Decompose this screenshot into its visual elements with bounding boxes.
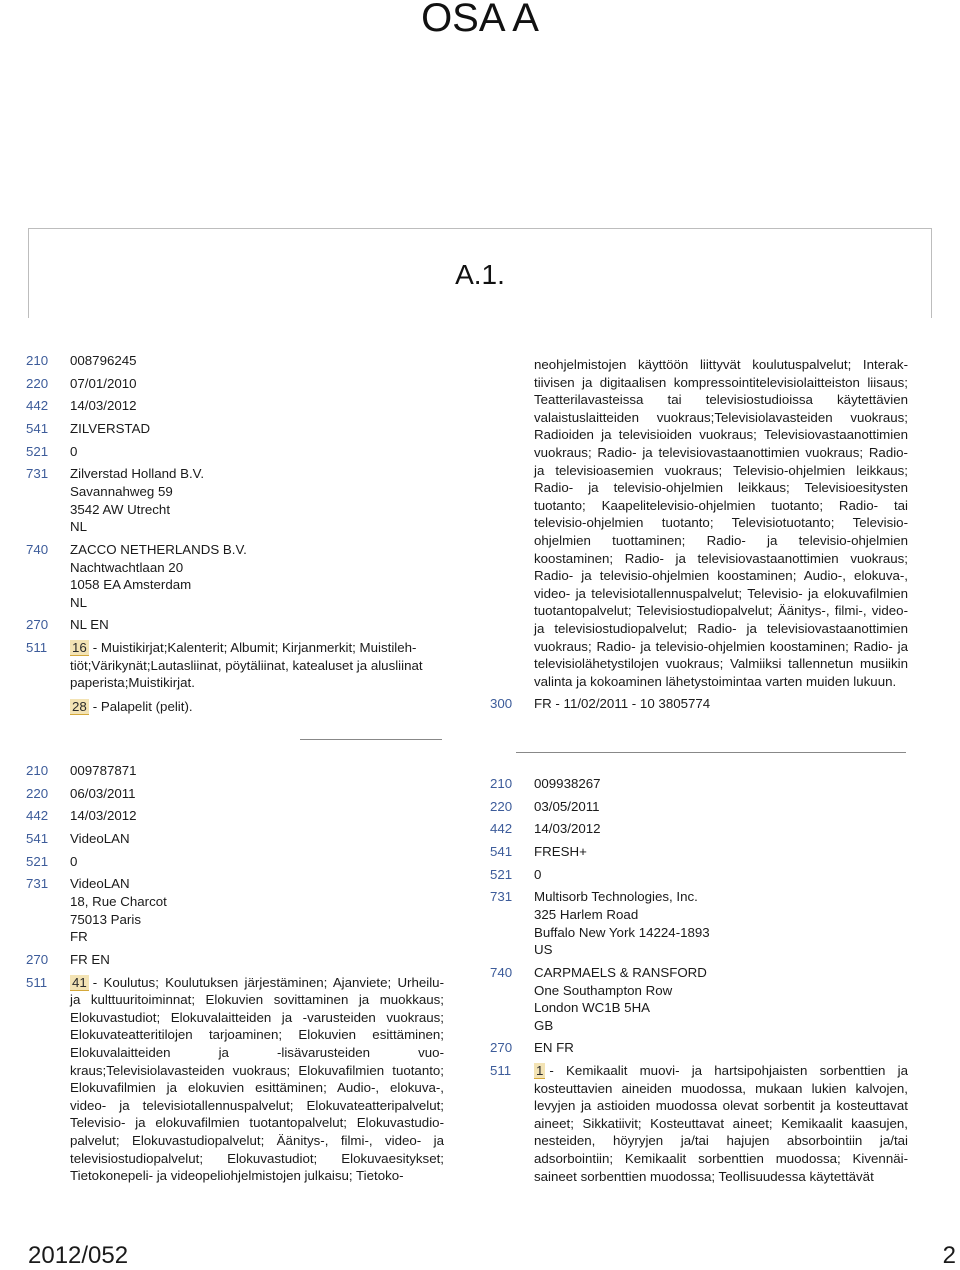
field-code: 270 <box>26 951 49 967</box>
field-value: Multisorb Technologies, Inc. 325 Harlem Road Buffalo New York 14224-1893 US <box>534 889 710 958</box>
field-value: ZACCO NETHERLANDS B.V. Nachtwachtlaan 20 1058 EA Amsterdam NL <box>70 541 247 610</box>
field-languages <box>26 951 444 969</box>
field-filing-date <box>26 375 444 393</box>
entry-divider <box>516 752 906 753</box>
field-code: 270 <box>490 1040 513 1056</box>
field-value: 07/01/2010 <box>70 375 137 391</box>
entry-divider <box>300 739 442 740</box>
field-code: 210 <box>490 776 513 791</box>
field-value: 0 <box>70 853 78 869</box>
field-code: 442 <box>490 821 513 837</box>
field-value: EN FR <box>534 1040 574 1056</box>
class-number-badge: 16 <box>72 640 87 656</box>
field-code: 270 <box>26 617 49 633</box>
field-value: 14/03/2012 <box>70 808 137 824</box>
field-value: CARPMAELS & RANSFORD One Southampton Row London WC1B 5HA GB <box>534 964 707 1033</box>
class-description: - Palapelit (pelit). <box>92 698 193 714</box>
field-value: 14/03/2012 <box>70 398 137 414</box>
field-languages <box>26 616 444 634</box>
field-mark-type <box>26 853 444 871</box>
field-mark-type <box>26 443 444 461</box>
field-code: 210 <box>26 763 49 778</box>
section-heading-box <box>28 228 932 318</box>
field-mark <box>490 843 908 861</box>
field-code: 220 <box>26 375 49 391</box>
class-description: - Kemikaalit muovi- ja hartsipohjaisten sorbenttien ja kosteuttavien aineiden muodossa, mukaan lukien kalvojen, levyjen ja astioiden muodossa olevat sorbentit ja kosteuttavat aineet; Sikkatiivit; Kosteuttavat aineet; Kemikaalit kaasujen, nesteiden, höyryjen ja/tai hajujen absorbointiin ja/tai adsorbointiin; Kemikaalit sorbenttien muodossa; Kivennäisaineet sorbenttien muodossa; Teollisuudessa käytettävät <box>534 1063 908 1184</box>
field-priority <box>490 695 908 713</box>
field-code: 731 <box>26 466 49 482</box>
field-code: 541 <box>26 831 49 847</box>
field-value: 009938267 <box>534 776 601 791</box>
field-code: 442 <box>26 398 49 414</box>
class-description: - Koulutus; Koulutuksen järjestäminen; Ajanviete; Urheilu- ja kulttuuritoiminnat; Elokuvien sovittaminen ja muokkaus; Elokuvastudiot; Elokuvalaitteiden ja -varusteiden vuokraus; Elokuvateatteritilojen tarjoaminen; Elokuvien esittäminen; Elokuvalaitteiden ja -lisävarusteiden vuokraus;Televisiolavasteiden vuokraus; Elokuvafilmien tuotanto; Elokuvafilmien ja elokuvien esittäminen; Audio-, elokuva-, video- ja televisiotallennuspalvelut; Elokuvateatteripalvelut; Televisio- ja elokuvafilmien tuotantopalvelut; Elokuvastudiopalvelut; Elokuvastudiopalvelut; Äänitys-, filmi-, video- ja televisiostudiopalvelut; Elokuvastudiot; Elokuvaesitykset; Tietokonepeli- ja videopeliohjelmistojen julkaisu; Tietoko- <box>70 974 444 1184</box>
field-code: 740 <box>490 964 513 980</box>
field-value: FR EN <box>70 951 110 967</box>
field-code: 220 <box>490 798 513 814</box>
class-item <box>70 974 444 1185</box>
field-value: Zilverstad Holland B.V. Savannahweg 59 3542 AW Utrecht NL <box>70 466 205 535</box>
field-value: 03/05/2011 <box>534 798 600 814</box>
class-item <box>70 698 444 716</box>
field-value: 0 <box>534 866 542 882</box>
field-value: 008796245 <box>70 353 137 368</box>
field-code: 541 <box>26 421 49 437</box>
field-mark <box>26 420 444 438</box>
trademark-entry-continuation <box>490 356 908 718</box>
section-label: A.1. <box>455 259 505 290</box>
class-number-badge: 28 <box>72 698 87 714</box>
field-value: 14/03/2012 <box>534 821 601 837</box>
field-classes <box>26 974 444 1185</box>
field-value: 009787871 <box>70 763 137 778</box>
field-value: 06/03/2011 <box>70 785 136 801</box>
field-classes <box>26 639 444 715</box>
field-publication-date <box>26 807 444 825</box>
field-code: 511 <box>26 974 48 990</box>
field-mark <box>26 830 444 848</box>
field-code: 511 <box>26 640 48 656</box>
field-code: 210 <box>26 353 49 368</box>
field-code: 731 <box>26 876 49 892</box>
class-number-badge: 41 <box>72 974 87 990</box>
field-application-number <box>490 775 908 793</box>
field-representative <box>490 964 908 1034</box>
classes-continuation-text: neohjelmistojen käyttöön liittyvät koulutuspalvelut; Interaktiivisen ja digitaalisen kompressointitelevisiolaitteiston liisaus; Teatterilavasteissa tai televisiostudioissa käytettävien valaistuslaitteiden vuokraus;Televisiolavasteiden vuokraus; Radioiden ja televisioiden vuokraus; Televisiovastaanottimien vuokraus; Radio- ja televisiovastaanottimien vuokraus; Radio- ja televisioasemien vuokraus; Televisio-ohjelmien leikkaus; Radio- ja televisio-ohjelmien leikkaus; Televisioesitysten tuotanto; Kaapelitelevisio-ohjelmien tuotanto; Radio- tai televisio-ohjelmien tuotanto; Televisiotuotanto; Televisio-ohjelmien tuottaminen; Radio- ja televisio-ohjelmien koostaminen; Radio- ja televisiovastaanottimien vuokraus; Radio- ja televisio-ohjelmien koostaminen; Audio-, elokuva-, video- ja televisiotallennuspalvelut; Televisio- ja elokuvafilmien tuotantopalvelut; Televisiostudiopalvelut; Äänitys-, filmi-, video- ja televisiostudiopalvelut; Radio- ja televisiovastaanottimien vuokraus; Radio- ja televisio-ohjelmien koostaminen; Radio- ja televisiolähetystilojen vuokraus; Valmiiksi tallennetun musiikin valinta ja kokoaminen lähetystoimintaa varten muiden lukuun. <box>534 357 908 689</box>
field-code: 511 <box>490 1063 512 1079</box>
class-description: - Muistikirjat;Kalenterit; Albumit; Kirjanmerkit; Muistilehtiöt;Värikynät;Lautasliinat, pöytäliinat, katealuset ja alusliinat paperista;Muistikirjat. <box>70 640 423 691</box>
field-code: 521 <box>26 853 49 869</box>
field-code: 300 <box>490 696 513 712</box>
trademark-entry <box>26 762 444 1190</box>
field-value: VideoLAN 18, Rue Charcot 75013 Paris FR <box>70 876 167 945</box>
field-code: 521 <box>490 866 513 882</box>
field-publication-date <box>490 820 908 838</box>
field-owner <box>26 875 444 945</box>
field-filing-date <box>26 785 444 803</box>
field-value: VideoLAN <box>70 831 130 847</box>
field-code: 541 <box>490 844 513 860</box>
field-publication-date <box>26 397 444 415</box>
bulletin-issue: 2012/052 <box>28 1242 129 1269</box>
field-owner <box>490 888 908 958</box>
field-classes <box>490 1062 908 1185</box>
field-value: FRESH+ <box>534 844 587 860</box>
field-filing-date <box>490 798 908 816</box>
field-application-number <box>26 762 444 780</box>
page-header-title: OSA A <box>421 0 539 40</box>
page-number: 2 <box>942 1242 956 1269</box>
class-number-badge: 1 <box>536 1063 544 1079</box>
class-item <box>534 1062 908 1185</box>
field-value: ZILVERSTAD <box>70 421 151 437</box>
field-code: 220 <box>26 785 49 801</box>
field-mark-type <box>490 866 908 884</box>
field-application-number <box>26 352 444 370</box>
field-value: FR - 11/02/2011 - 10 3805774 <box>534 696 711 712</box>
field-owner <box>26 465 444 535</box>
field-code: 740 <box>26 541 49 557</box>
field-code: 442 <box>26 808 49 824</box>
field-code: 521 <box>26 443 49 459</box>
field-languages <box>490 1039 908 1057</box>
class-item <box>70 639 444 692</box>
field-value: NL EN <box>70 617 109 633</box>
field-representative <box>26 541 444 611</box>
field-code: 731 <box>490 889 513 905</box>
field-value: 0 <box>70 443 78 459</box>
trademark-entry <box>26 352 444 721</box>
trademark-entry <box>490 775 908 1190</box>
